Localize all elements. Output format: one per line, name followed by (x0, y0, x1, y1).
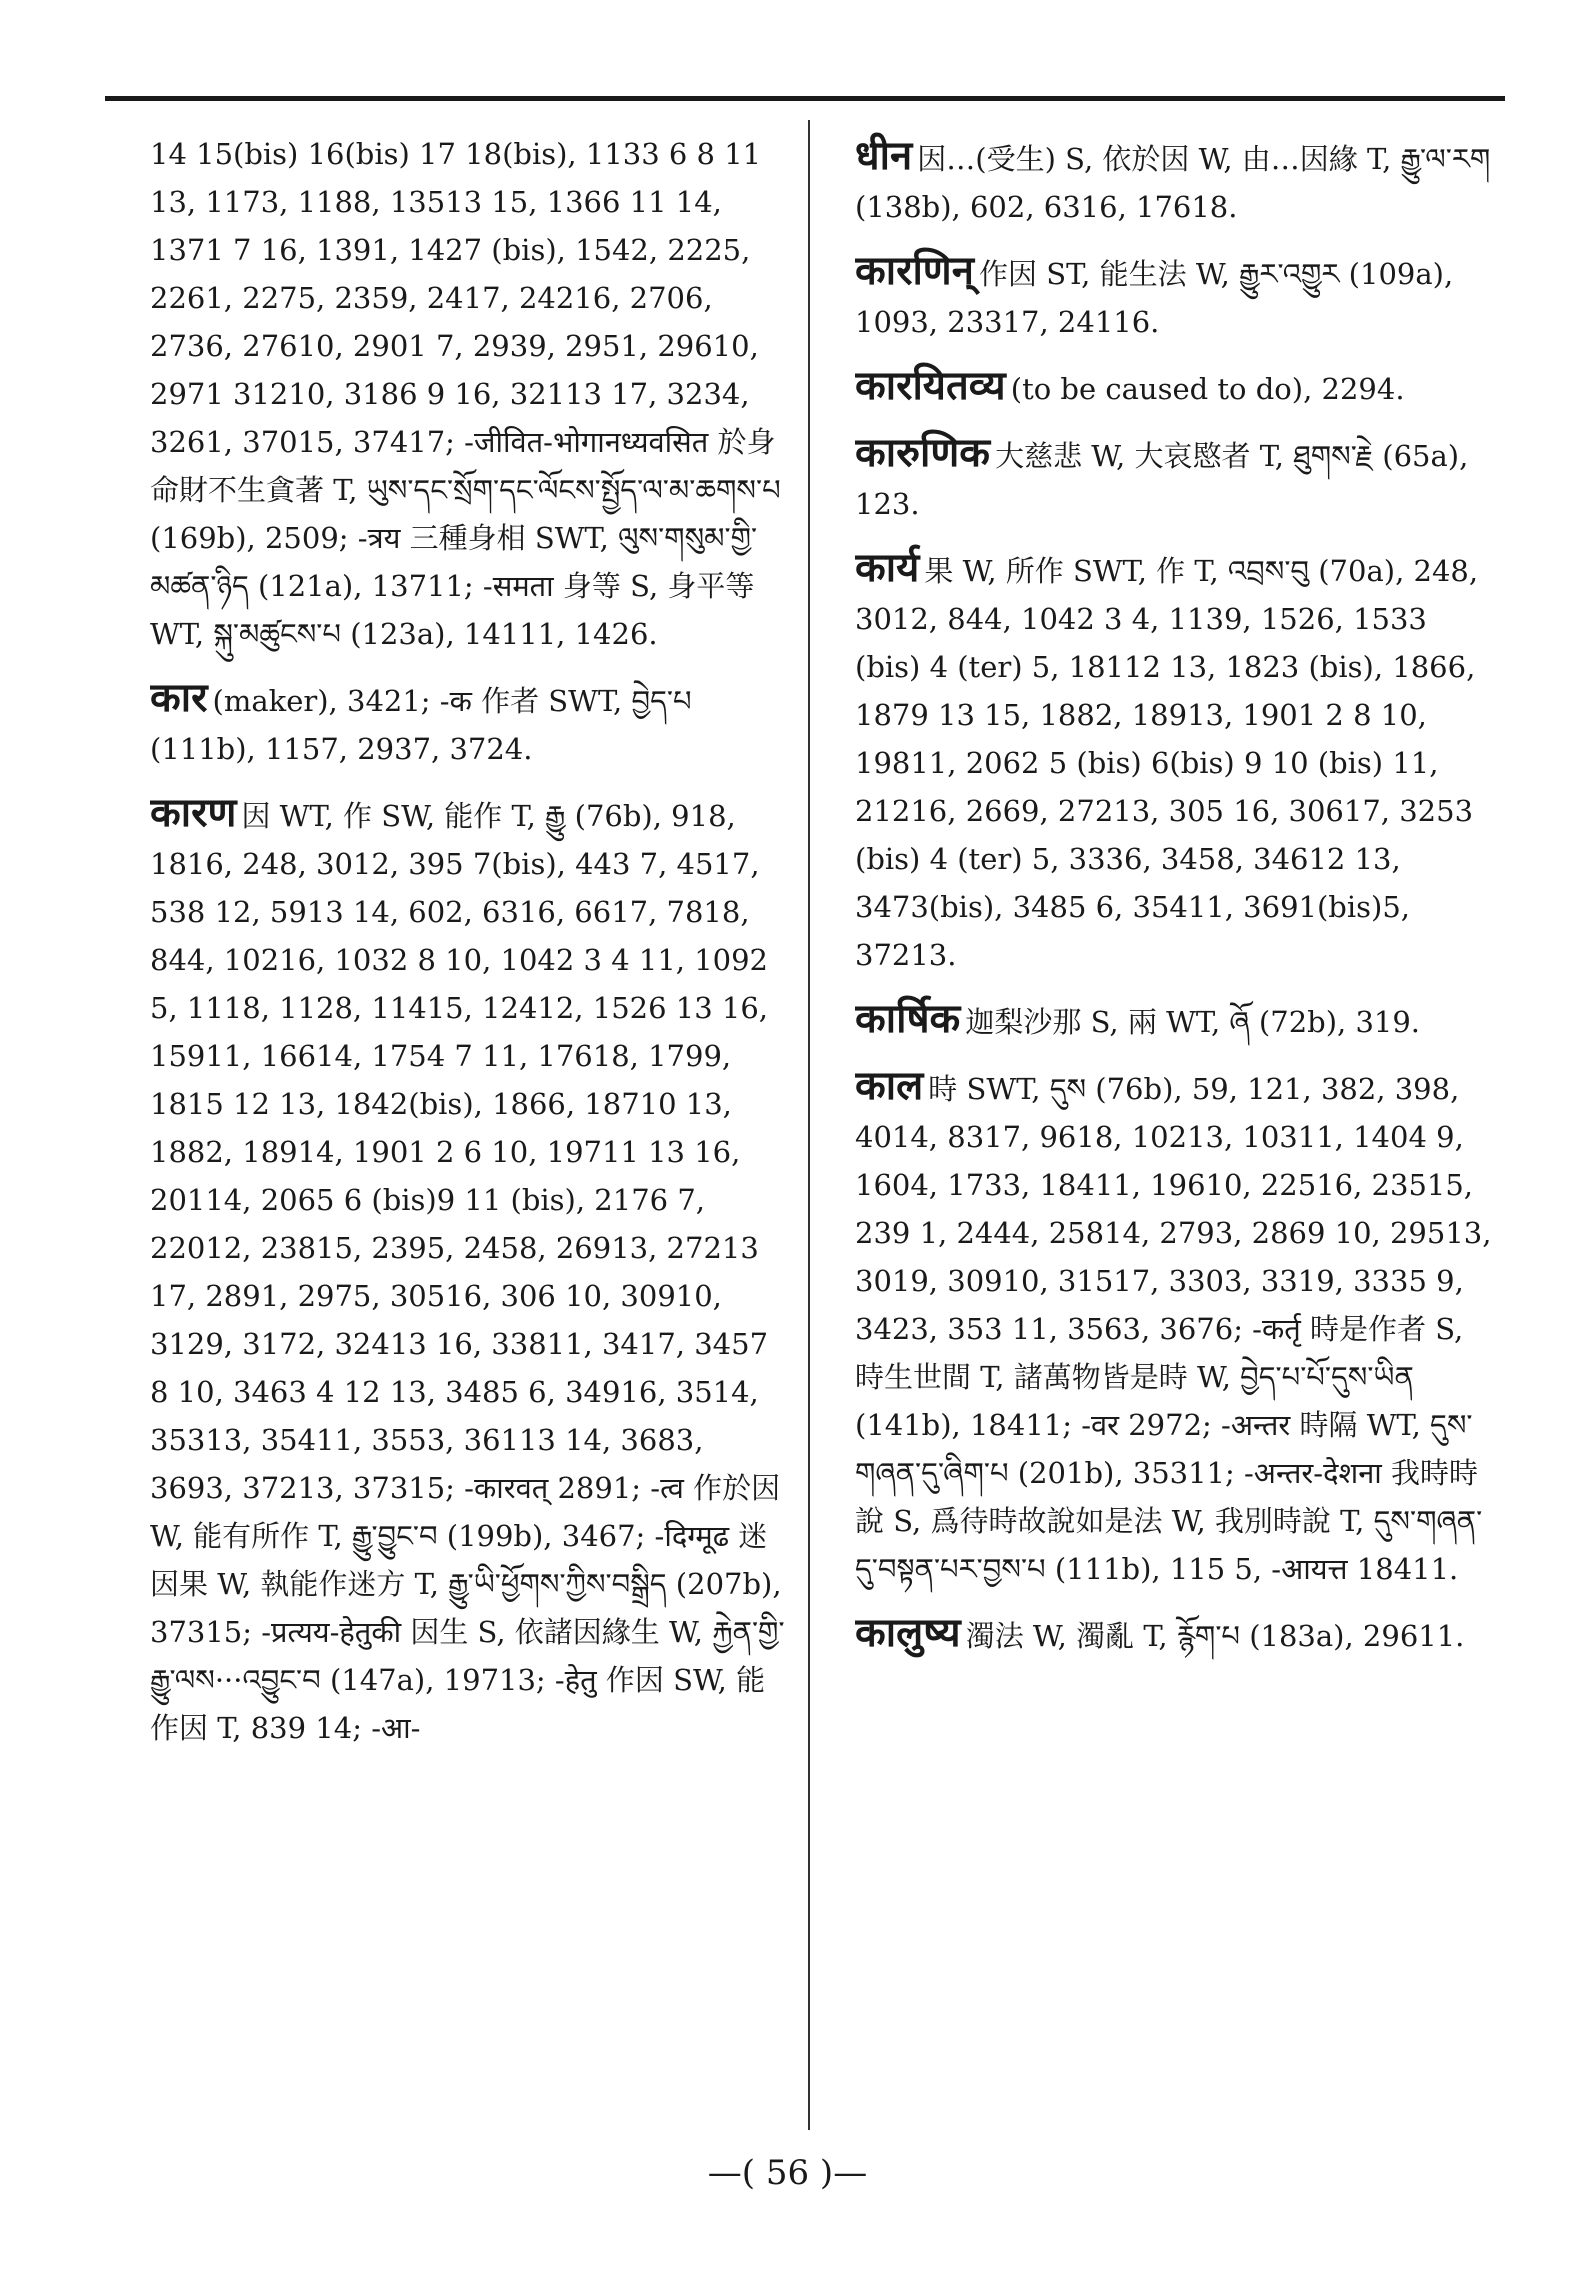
right-column (855, 130, 1495, 2130)
entry-text: (maker), 3421; -क 作者 SWT, བྱེད་པ (111b), 1157, 2937, 3724. (150, 684, 692, 766)
dictionary-entry (855, 993, 1495, 1046)
dictionary-entry (855, 1607, 1495, 1660)
entry-headword: कारणिन् (855, 248, 974, 294)
entry-text: 迦梨沙那 S, 兩 WT, ཞོ (72b), 319. (965, 1005, 1421, 1039)
entry-headword: कालुष्य (855, 1610, 961, 1656)
entry-text: 14 15(bis) 16(bis) 17 18(bis), 1133 6 8 11 13, 1173, 1188, 13513 15, 1366 11 14, 1371 7 16, 1391, 1427 (bis), 1542, 2225, 2261, 2275, 2359, 2417, 24216, 2706, 2736, 27610, 2901 7, 2939, 2951, 29610, 2971 31210, 3186 9 16, 32113 17, 3234, 3261, 37015, 37417; -जीवित-भोगानध्यवसित 於身命財不生貪著 T, ཡུས་དང་སྲོག་དང་ལོངས་སྤྱོད་ལ་མ་ཆགས་པ (169b), 2509; -त्रय 三種身相 SWT, ལུས་གསུམ་གྱི་མཚན་ཉིད (121a), 13711; -समता 身等 S, 身平等 WT, སྐུ་མཚུངས་པ (123a), 14111, 1426. (150, 137, 781, 651)
dictionary-entry (150, 672, 790, 773)
dictionary-entry (855, 245, 1495, 346)
entry-headword: कार (150, 675, 208, 721)
dictionary-entry (855, 427, 1495, 528)
entry-headword: कारयितव्य (855, 363, 1006, 409)
entry-text: 大慈悲 W, 大哀愍者 T, ཐུགས་རྗེ (65a), 123. (855, 439, 1469, 521)
dictionary-entry (855, 542, 1495, 979)
entry-headword: कार्य (855, 545, 920, 591)
dictionary-entry (150, 787, 790, 1752)
dictionary-entry (855, 1060, 1495, 1593)
dictionary-entry (855, 360, 1495, 413)
dictionary-entry (150, 130, 790, 658)
top-rule (105, 96, 1505, 101)
dictionary-entry (855, 130, 1495, 231)
entry-headword: कारुणिक (855, 430, 990, 476)
entry-text: 濁法 W, 濁亂 T, རྙོག་པ (183a), 29611. (965, 1619, 1465, 1653)
left-column (150, 130, 790, 2130)
entry-headword: कारण (150, 790, 237, 836)
page-number: —( 56 )— (707, 2153, 868, 2193)
entry-text: 果 W, 所作 SWT, 作 T, འབྲས་བུ (70a), 248, 3012, 844, 1042 3 4, 1139, 1526, 1533 (bis) 4 (ter) 5, 18112 13, 1823 (bis), 1866, 1879 13 15, 1882, 18913, 1901 2 8 10, 19811, 2062 5 (bis) 6(bis) 9 10 (bis) 11, 21216, 2669, 27213, 305 16, 30617, 3253 (bis) 4 (ter) 5, 3336, 3458, 34612 13, 3473(bis), 3485 6, 35411, 3691(bis)5, 37213. (855, 554, 1479, 972)
entry-text: 作因 ST, 能生法 W, རྒྱུར་འགྱུར (109a), 1093, 23317, 24116. (855, 257, 1454, 339)
entry-headword: काल (855, 1063, 924, 1109)
entry-text: 時 SWT, དུས (76b), 59, 121, 382, 398, 4014, 8317, 9618, 10213, 10311, 1404 9, 1604, 1733, 18411, 19610, 22516, 23515, 239 1, 2444, 25814, 2793, 2869 10, 29513, 3019, 30910, 31517, 3303, 3319, 3335 9, 3423, 353 11, 3563, 3676; -कर्तृ 時是作者 S, 時生世間 T, 諸萬物皆是時 W, བྱེད་པ་པོ་དུས་ཡིན (141b), 18411; -वर 2972; -अन्तर 時隔 WT, དུས་གཞན་དུ་ཞིག་པ (201b), 35311; -अन्तर-देशना 我時時說 S, 爲待時故說如是法 W, 我別時說 T, དུས་གཞན་དུ་བསྟན་པར་བྱས་པ (111b), 115 5, -आयत्त 18411. (855, 1072, 1492, 1586)
entry-headword: धीन (855, 133, 913, 179)
entry-text: (to be caused to do), 2294. (1010, 372, 1405, 406)
column-divider (808, 120, 810, 2130)
entry-text: 因…(受生) S, 依於因 W, 由…因緣 T, རྒྱུ་ལ་རག (138b), 602, 6316, 17618. (855, 142, 1491, 224)
entry-text: 因 WT, 作 SW, 能作 T, རྒྱུ (76b), 918, 1816, 248, 3012, 395 7(bis), 443 7, 4517, 538 12, 5913 14, 602, 6316, 6617, 7818, 844, 10216, 1032 8 10, 1042 3 4 11, 1092 5, 1118, 1128, 11415, 12412, 1526 13 16, 15911, 16614, 1754 7 11, 17618, 1799, 1815 12 13, 1842(bis), 1866, 18710 13, 1882, 18914, 1901 2 6 10, 19711 13 16, 20114, 2065 6 (bis)9 11 (bis), 2176 7, 22012, 23815, 2395, 2458, 26913, 27213 17, 2891, 2975, 30516, 306 10, 30910, 3129, 3172, 32413 16, 33811, 3417, 3457 8 10, 3463 4 12 13, 3485 6, 34916, 3514, 35313, 35411, 3553, 36113 14, 3683, 3693, 37213, 37315; -कारवत् 2891; -त्व 作於因 W, 能有所作 T, རྒྱུ་བྱུང་བ (199b), 3467; -दिग्मूढ 迷因果 W, 執能作迷方 T, རྒྱུ་ཡི་ཕྱོགས་ཀྱིས་བསྒྲིད (207b), 37315; -प्रत्यय-हेतुकी 因生 S, 依諸因緣生 W, རྐྱེན་གྱི་རྒྱུ་ལས···འབྱུང་བ (147a), 19713; -हेतु 作因 SW, 能作因 T, 839 14; -आ- (150, 799, 785, 1745)
entry-headword: कार्षिक (855, 996, 961, 1042)
